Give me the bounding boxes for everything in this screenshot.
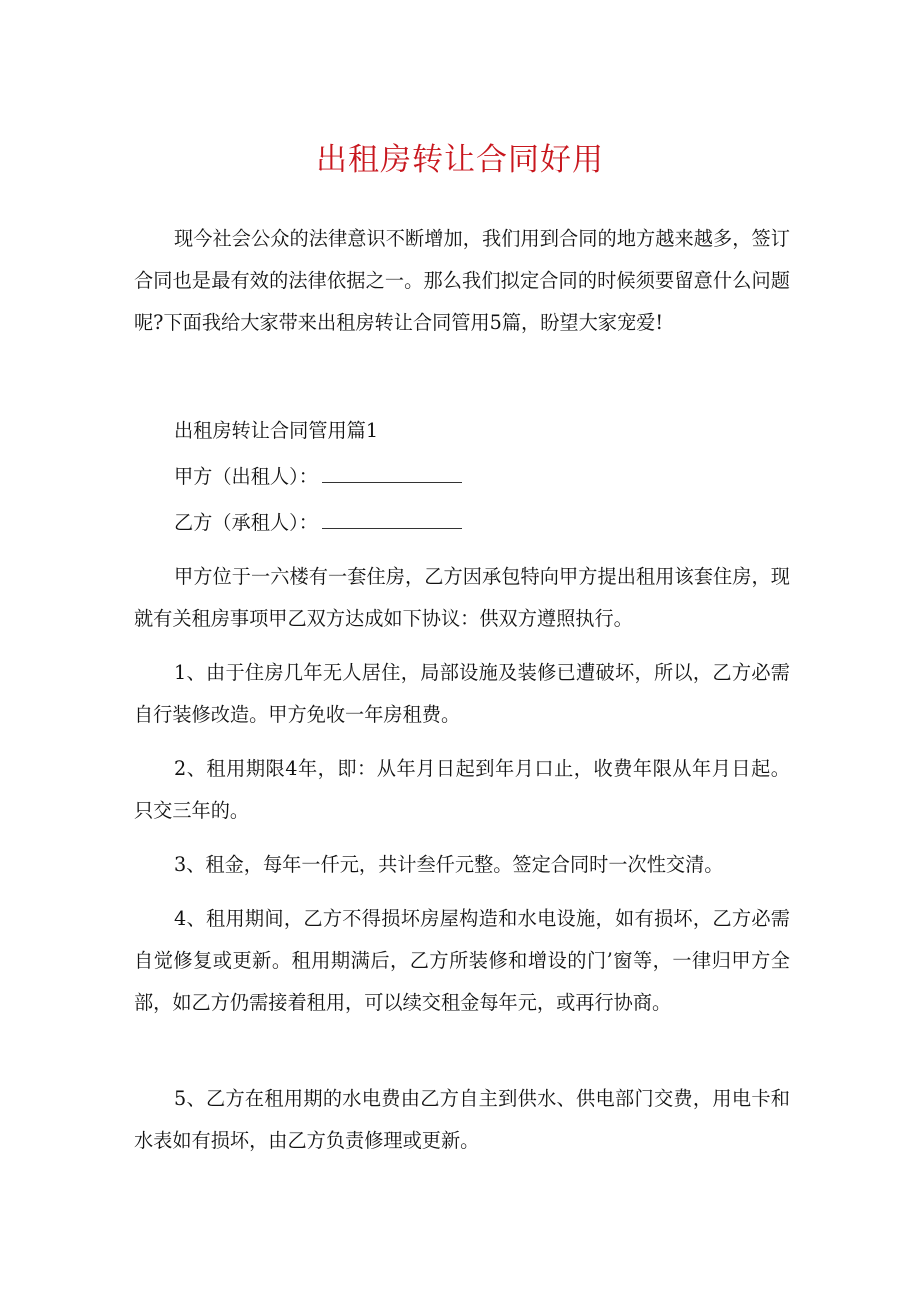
party-a-blank (322, 464, 462, 483)
clause-1: 1、由于住房几年无人居住，局部设施及装修已遭破坏，所以，乙方必需自行装修改造。甲方免收一年房租费。 (134, 661, 790, 726)
party-a-line (134, 456, 790, 498)
party-b-blank (322, 510, 462, 529)
contract-section (134, 410, 790, 1162)
clause-3: 3、租金，每年一仟元，共计叁仟元整。签定合同时一次性交清。 (174, 853, 724, 876)
clause-2: 2、租用期限4年，即：从年月日起到年月口止，收费年限从年月日起。只交三年的。 (134, 757, 790, 822)
clause-5: 5、乙方在租用期的水电费由乙方自主到供水、供电部门交费，用电卡和水表如有损坏，由乙方负责修理或更新。 (134, 1087, 790, 1152)
document-title: 出租房转让合同好用 (316, 142, 604, 178)
party-b-label: 乙方（承租人）： (174, 511, 318, 534)
intro-paragraph: 现今社会公众的法律意识不断增加，我们用到合同的地方越来越多，签订合同也是最有效的法律依据之一。那么我们拟定合同的时候须要留意什么问题呢?下面我给大家带来出租房转让合同管用5篇，盼望大家宠爱! (134, 227, 790, 334)
party-a-label: 甲方（出租人）： (174, 465, 318, 488)
section-heading: 出租房转让合同管用篇1 (174, 419, 379, 442)
preamble-paragraph: 甲方位于一六楼有一套住房，乙方因承包特向甲方提出租用该套住房，现就有关租房事项甲乙双方达成如下协议：供双方遵照执行。 (134, 565, 790, 630)
party-b-line (134, 502, 790, 544)
clause-4: 4、租用期间，乙方不得损坏房屋构造和水电设施，如有损坏，乙方必需自觉修复或更新。租用期满后，乙方所装修和增设的门’窗等，一律归甲方全部，如乙方仍需接着租用，可以续交租金每年元，或再行协商。 (134, 907, 790, 1014)
